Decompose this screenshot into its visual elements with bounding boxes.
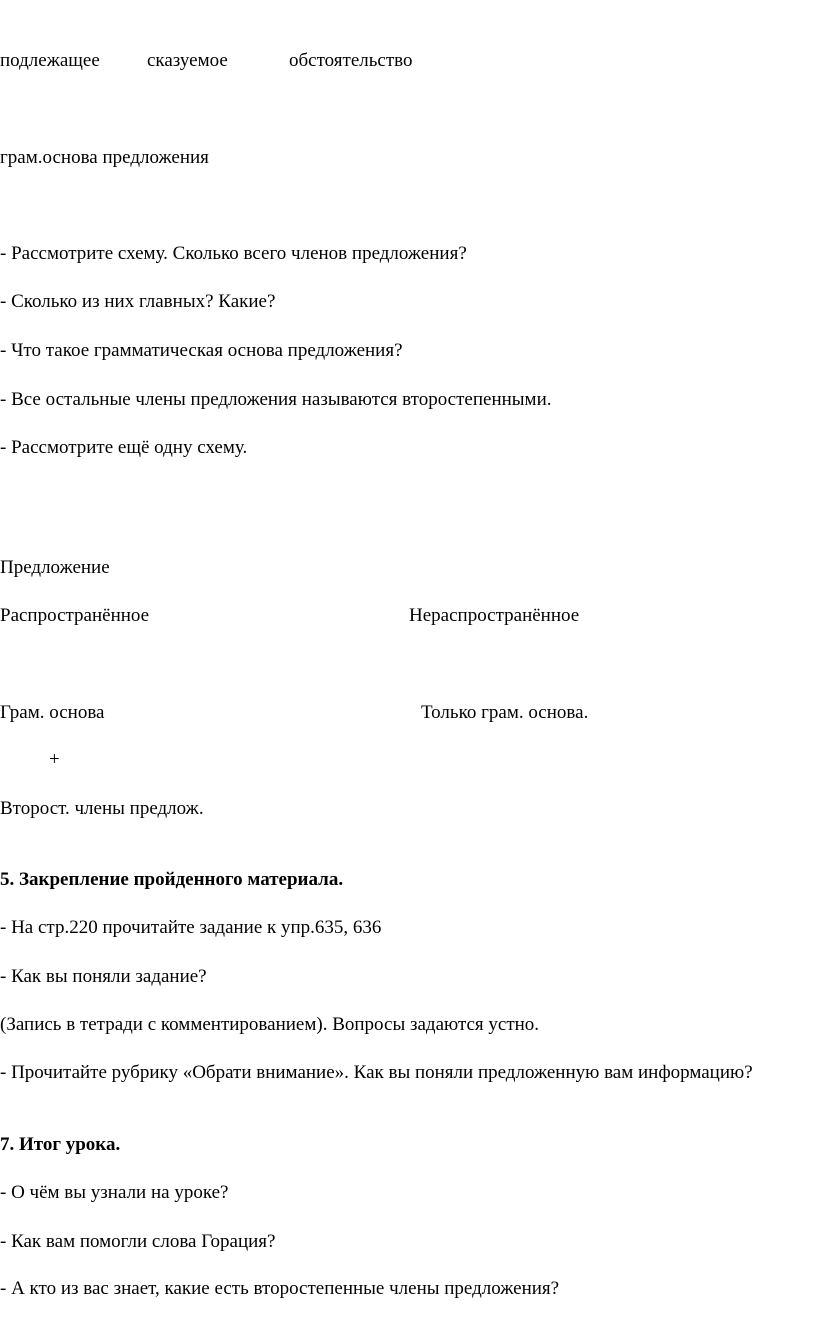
section-5-item: - Как вы поняли задание? xyxy=(0,966,207,987)
scheme2-secondary-label: Второст. члены предлож. xyxy=(0,798,204,819)
section-5-heading: 5. Закрепление пройденного материала. xyxy=(0,869,344,890)
scheme-predicate-label: сказуемое xyxy=(147,50,228,71)
section-5-item: - Прочитайте рубрику «Обрати внимание». Как вы поняли предложенную вам информацию? xyxy=(0,1062,753,1083)
question-line: - Сколько из них главных? Какие? xyxy=(0,291,276,312)
question-line: - Рассмотрите ещё одну схему. xyxy=(0,437,248,458)
scheme-subject-label: подлежащее xyxy=(0,50,100,71)
question-line: - Что такое грамматическая основа предложения? xyxy=(0,340,403,361)
scheme2-nonextended-label: Нераспространённое xyxy=(409,605,580,626)
section-7-item: - А кто из вас знает, какие есть второстепенные члены предложения? xyxy=(0,1278,560,1299)
question-line: - Все остальные члены предложения называются второстепенными. xyxy=(0,389,552,410)
section-7-item: - Как вам помогли слова Горация? xyxy=(0,1231,276,1252)
scheme2-root-label: Предложение xyxy=(0,557,110,578)
section-7-item: - О чём вы узнали на уроке? xyxy=(0,1182,229,1203)
scheme2-extended-label: Распространённое xyxy=(0,605,150,626)
scheme-base-label: грам.основа предложения xyxy=(0,147,209,168)
scheme2-nonextended-base-label: Только грам. основа. xyxy=(421,702,589,723)
scheme-adverbial-label: обстоятельство xyxy=(289,50,413,71)
question-line: - Рассмотрите схему. Сколько всего членов предложения? xyxy=(0,243,467,264)
scheme2-extended-base-label: Грам. основа xyxy=(0,702,105,723)
scheme2-plus-sign: + xyxy=(49,749,60,770)
section-7-heading: 7. Итог урока. xyxy=(0,1134,121,1155)
section-5-item: (Запись в тетради с комментированием). Вопросы задаются устно. xyxy=(0,1014,540,1035)
section-5-item: - На стр.220 прочитайте задание к упр.635, 636 xyxy=(0,917,382,938)
